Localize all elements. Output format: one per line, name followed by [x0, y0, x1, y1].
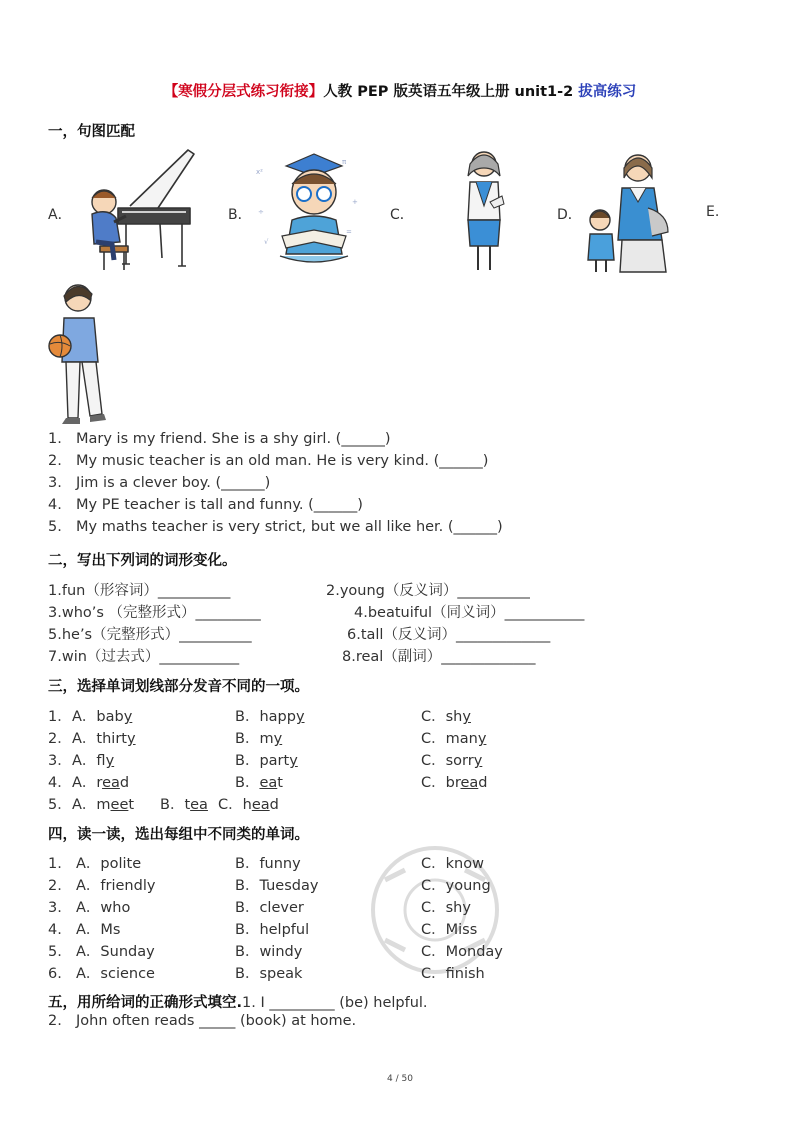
s3-row-2: 2． A．thirty B．my C．many — [48, 731, 487, 747]
pic-label-c: C． — [390, 207, 414, 223]
svg-text:+: + — [352, 198, 358, 206]
pic-label-e: E. — [706, 204, 720, 220]
s5-question-2: 2. John often reads _____ (book) at home. — [48, 1013, 357, 1029]
s2-item-8: 8.real（副词）_____________ — [342, 649, 536, 665]
picture-d-mother-child — [582, 148, 678, 274]
s3-row-1: 1． A．baby B．happy C．shy — [48, 709, 471, 725]
section3-heading: 三，选择单词划线部分发音不同的一项。 — [48, 679, 309, 695]
pic-label-b: B． — [228, 207, 252, 223]
s3-row-5: 5． A．meet B．tea C．head — [48, 797, 279, 813]
svg-text:√: √ — [264, 238, 269, 246]
section5-heading: 五，用所给词的正确形式填空. — [48, 995, 243, 1011]
s3-row-3: 3． A．fly B．party C．sorry — [48, 753, 483, 769]
section5-line-1 — [48, 991, 428, 1012]
title-main: 人教 PEP 版英语五年级上册 unit1-2 — [323, 84, 579, 100]
s1-question-3: 3. Jim is a clever boy. (______) — [48, 475, 271, 491]
section1-heading: 一，句图匹配 — [48, 124, 135, 140]
section4-heading: 四，读一读，选出每组中不同类的单词。 — [48, 827, 309, 843]
s4-row-4: 4. A．Ms B．helpful C．Miss — [48, 922, 478, 938]
page-title — [0, 80, 800, 101]
title-tag: 【寒假分层式练习衔接】 — [163, 84, 324, 100]
s4-row-5: 5. A．Sunday B．windy C．Monday — [48, 944, 503, 960]
s2-item-3: 3.who’s （完整形式）_________ — [48, 605, 261, 621]
picture-a-piano-boy — [70, 146, 200, 274]
pic-label-d: D． — [557, 207, 582, 223]
svg-text:=: = — [346, 228, 352, 236]
s2-item-2: 2.young（反义词）__________ — [326, 583, 530, 599]
s2-item-6: 6.tall（反义词）_____________ — [347, 627, 551, 643]
svg-text:π: π — [342, 158, 347, 166]
s4-row-6: 6. A．science B．speak C．finish — [48, 966, 485, 982]
s1-question-4: 4. My PE teacher is tall and funny. (______) — [48, 497, 363, 513]
picture-b-clever-kid — [252, 144, 370, 272]
picture-c-woman-teacher — [454, 146, 514, 276]
svg-text:x²: x² — [256, 168, 263, 176]
pic-label-a: A． — [48, 207, 72, 223]
picture-e-basketball-boy — [44, 278, 116, 428]
title-level: 拔高练习 — [578, 84, 637, 100]
s2-item-7: 7.win（过去式）___________ — [48, 649, 240, 665]
s4-row-3: 3. A．who B．clever C．shy — [48, 900, 471, 916]
s1-question-2: 2. My music teacher is an old man. He is very kind. (______) — [48, 453, 489, 469]
s5-question-1: 1. I _________ (be) helpful. — [242, 995, 428, 1011]
svg-text:÷: ÷ — [258, 208, 264, 216]
s1-question-5: 5. My maths teacher is very strict, but we all like her. (______) — [48, 519, 503, 535]
s4-row-1: 1. A．polite B．funny C．know — [48, 856, 484, 872]
s3-row-4: 4． A．read B．eat C．bread — [48, 775, 488, 791]
page-number: 4 / 50 — [387, 1074, 413, 1084]
s2-item-1: 1.fun（形容词）__________ — [48, 583, 231, 599]
s2-item-4: 4.beatuiful（同义词）___________ — [354, 605, 585, 621]
s1-question-1: 1. Mary is my friend. She is a shy girl. (______) — [48, 431, 391, 447]
s2-item-5: 5.he’s（完整形式）__________ — [48, 627, 252, 643]
section2-heading: 二，写出下列词的词形变化。 — [48, 553, 237, 569]
s4-row-2: 2. A．friendly B．Tuesday C．young — [48, 878, 491, 894]
